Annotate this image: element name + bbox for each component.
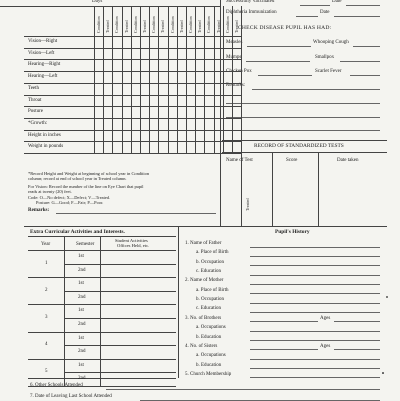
year-header: Year: [41, 242, 51, 247]
history-item: 2. Name of Mother: [185, 278, 224, 284]
extra-year-rule: [28, 386, 176, 387]
semester-2nd: 2nd: [78, 376, 86, 382]
column-header: Condition: [169, 16, 175, 33]
column-header: Condition: [96, 16, 101, 33]
health-row-label: Hearing—Right: [28, 62, 61, 68]
grid-row-line: [24, 106, 241, 107]
semester-1st: 1st: [78, 254, 84, 259]
history-item: c. Education: [196, 306, 221, 312]
history-item: c. Education: [196, 269, 221, 275]
extra-year-rule: [28, 359, 176, 360]
grid-column-line: [223, 6, 224, 153]
note-line-3: For Vision: Record the number of the line on Eye Chart that pupil: [28, 184, 144, 189]
history-item: b. Education: [196, 334, 222, 340]
health-row-label: Teeth: [28, 85, 40, 91]
measles-label: Measles: [226, 40, 243, 45]
grid-row-line: [24, 118, 241, 119]
check-disease-title: CHECK DISEASE PUPIL HAS HAD:: [238, 25, 332, 31]
extra-col-line: [64, 236, 65, 386]
grid-row-line: [24, 83, 241, 84]
extra-year-rule: [28, 332, 176, 333]
grid-row-line: [24, 71, 241, 72]
grid-row-line: [24, 130, 241, 131]
column-header: Treated: [142, 20, 147, 33]
extra-half-rule: [64, 264, 176, 265]
history-item: 4. No. of Sisters: [185, 343, 218, 349]
semester-1st: 1st: [78, 281, 84, 287]
semester-1st: 1st: [78, 335, 84, 341]
disease-remarks-label: Remarks:: [226, 83, 246, 88]
extra-half-rule: [64, 372, 176, 373]
extra-year-rule: [28, 304, 176, 305]
history-item: a. Occupations: [196, 325, 226, 331]
grid-header-rule: [24, 36, 241, 37]
extra-header-rule: [28, 250, 176, 251]
grid-row-line: [24, 153, 241, 154]
history-item: a. Place of Birth: [196, 250, 229, 256]
top-rule: [0, 6, 220, 7]
semester-1st: 1st: [78, 308, 84, 314]
diphtheria-date-label: Date: [320, 10, 330, 15]
extra-year-rule: [28, 277, 176, 278]
extra-half-rule: [64, 318, 176, 319]
diphtheria-label: Diphtheria Immunization: [226, 10, 277, 15]
ages-label: Ages: [320, 343, 331, 349]
column-header: Condition: [224, 16, 230, 33]
column-header: Treated: [123, 20, 129, 33]
health-row-label: Throat: [28, 97, 42, 103]
scarlet-fever-label: Scarlet Fever: [315, 69, 342, 74]
vaccinated-label: Successfully Vaccinated: [226, 0, 275, 4]
health-row-label: Hearing—Left: [28, 74, 58, 80]
note-line-4: reads at twenty (20) feet.: [28, 189, 72, 194]
grid-column-line: [241, 6, 242, 153]
health-remarks-label: Remarks:: [28, 208, 50, 213]
column-header: Condition: [151, 16, 157, 33]
chicken-pox-label: Chicken Pox: [226, 69, 252, 74]
column-header: Condition: [132, 16, 138, 33]
extra-title: Extra Curricular Activities and Interests.: [30, 229, 125, 235]
grid-label-divider: [94, 6, 95, 153]
note-line-6: Posture: G—Good; F—Fair; P—Poor.: [36, 200, 104, 205]
history-title: Pupil's History: [275, 229, 310, 235]
smallpox-label: Smallpox: [315, 55, 335, 60]
column-header: Treated: [197, 20, 203, 33]
speck: [382, 372, 384, 374]
note-line-2: column; record at end of school year in Treated column.: [28, 176, 127, 181]
semester-1st: 1st: [78, 362, 84, 368]
grid-column-line: [177, 6, 178, 153]
grid-column-line: [131, 6, 132, 153]
column-header: Condition: [206, 16, 212, 33]
grid-row-line: [24, 59, 241, 60]
extra-half-rule: [64, 345, 176, 346]
health-row-label: Posture: [28, 109, 43, 115]
extra-half-rule: [64, 291, 176, 292]
tests-top-rule: [222, 140, 387, 141]
semester-2nd: 2nd: [78, 294, 86, 300]
column-header: Treated: [105, 20, 111, 33]
history-item: 5. Church Membership: [185, 371, 232, 377]
date-leaving-label: 7. Date of Leaving Last School Attended: [30, 394, 112, 399]
semester-2nd: 2nd: [78, 267, 86, 273]
column-header: Treated: [215, 20, 221, 33]
other-schools-label: 6. Other Schools Attended: [30, 383, 83, 388]
history-item: 1. Name of Father: [185, 241, 222, 246]
whooping-label: Whooping Cough: [313, 40, 349, 45]
year-number: 1: [45, 260, 48, 266]
note-line-5: Code: O—No defect; X—Defect; V—Treated.: [28, 195, 111, 200]
vaccinated-date-label: Date: [332, 0, 342, 4]
history-item: b. Occupation: [196, 297, 225, 303]
mumps-label: Mumps: [226, 55, 242, 60]
year-number: 2: [45, 287, 48, 293]
ages-label: Ages: [320, 315, 331, 321]
history-item: a. Place of Birth: [196, 287, 229, 293]
health-row-label: Weight in pounds: [28, 144, 64, 150]
column-header: Condition: [114, 16, 120, 33]
grid-column-line: [186, 6, 187, 153]
health-row-label: *Growth:: [28, 120, 48, 126]
tests-title: RECORD OF STANDARDIZED TESTS: [254, 143, 344, 149]
days-label: Days: [92, 0, 103, 4]
test-score-header: Score: [286, 158, 298, 163]
grid-column-line: [232, 6, 233, 153]
column-header: Treated: [234, 20, 239, 33]
health-row-label: Vision—Left: [28, 50, 55, 56]
year-number: 3: [45, 315, 48, 320]
test-date-header: Date taken: [337, 158, 359, 163]
history-item: 3. No. of Brothers: [185, 315, 222, 321]
section-rule: [24, 226, 387, 227]
year-number: 4: [45, 342, 48, 348]
grid-column-line: [168, 6, 169, 153]
speck: [386, 296, 388, 298]
grid-column-line: [122, 6, 123, 153]
extra-col-line: [100, 236, 101, 386]
grid-column-line: [214, 6, 215, 153]
note-line-1: *Record Height and Weight at beginning of school year in Condition: [28, 171, 150, 176]
side-treated-label: Treated: [245, 198, 251, 211]
health-row-label: Height in inches: [28, 132, 61, 138]
year-number: 5: [45, 369, 48, 375]
health-row-label: Vision—Right: [28, 39, 58, 44]
history-item: b. Education: [196, 362, 222, 368]
history-item: a. Occupations: [196, 353, 226, 359]
grid-row-line: [24, 48, 241, 49]
side-divider: [241, 153, 242, 226]
column-header: Treated: [178, 20, 184, 33]
activities-header-1: Student Activities: [115, 238, 148, 243]
semester-2nd: 2nd: [78, 322, 86, 327]
test-name-header: Name of Test: [226, 158, 253, 163]
semester-header: Semester: [76, 242, 95, 247]
grid-column-line: [140, 6, 141, 153]
semester-2nd: 2nd: [78, 349, 86, 355]
grid-row-line: [24, 141, 241, 142]
column-header: Condition: [188, 16, 193, 33]
column-header: Treated: [160, 20, 166, 33]
history-item: b. Occupation: [196, 259, 225, 265]
activities-header-2: Offices Held, etc.: [117, 243, 150, 248]
grid-row-line: [24, 95, 241, 96]
